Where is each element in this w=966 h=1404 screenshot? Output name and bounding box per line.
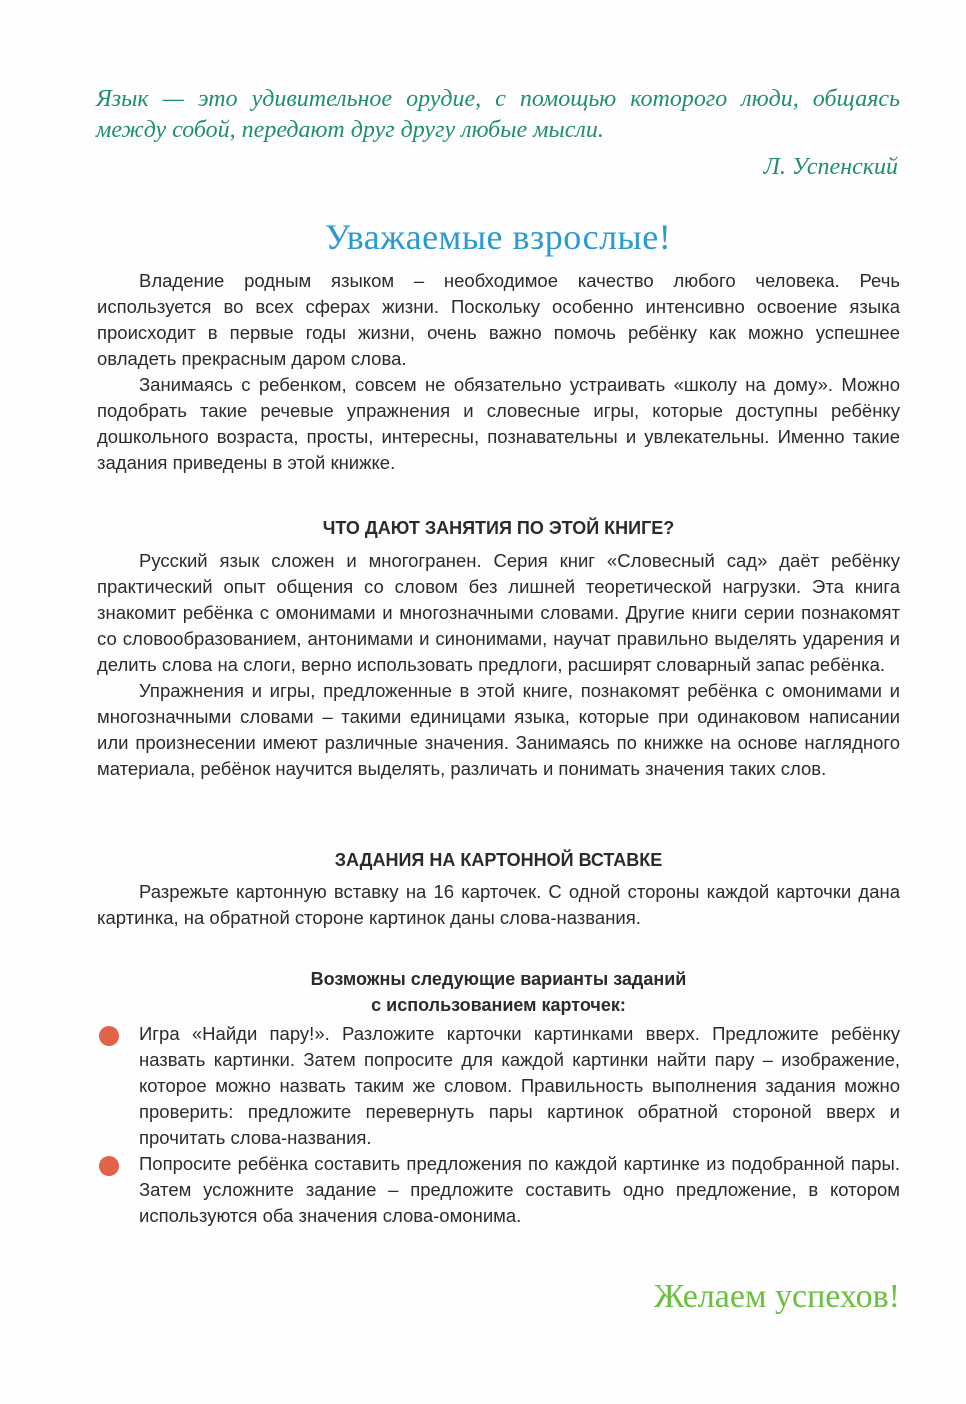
- list-item-text: Игра «Найди пару!». Разложите карточки картинками вверх. Предложите ребёнку назвать картинки. Затем попросите для каждой картинки найти пару – изображение, которое можно назвать таким же словом. Правильность выполнения задания можно проверить: предложите перевернуть пары картинок обратной стороной вверх и прочитать слова-названия.: [139, 1023, 900, 1148]
- intro-section: [97, 268, 900, 476]
- intro-paragraph-1: Владение родным языком – необходимое качество любого человека. Речь используется во всех сферах жизни. Поскольку особенно интенсивно освоение языка происходит в первые годы жизни, очень важно помочь ребёнку как можно успешнее овладеть прекрасным даром слова.: [97, 270, 900, 369]
- greeting-title: Уважаемые взрослые!: [324, 217, 672, 257]
- epigraph-quote: Язык — это удивительное орудие, с помощью которого люди, общаясь между собой, передают друг другу любые мысли.: [96, 86, 900, 143]
- section-heading-what-gives: ЧТО ДАЮТ ЗАНЯТИЯ ПО ЭТОЙ КНИГЕ?: [322, 518, 675, 538]
- section-cardboard-paragraph: Разрежьте картонную вставку на 16 карточек. С одной стороны каждой карточки дана картинка, на обратной стороне картинок даны слова-названия.: [97, 881, 900, 928]
- intro-paragraph-2: Занимаясь с ребенком, совсем не обязательно устраивать «школу на дому». Можно подобрать такие речевые упражнения и словесные игры, которые доступны ребёнку дошкольного возраста, просты, интересны, познавательны и увлекательны. Именно такие задания приведены в этой книжке.: [97, 374, 900, 473]
- section-what-gives-paragraph-2: Упражнения и игры, предложенные в этой книге, познакомят ребёнка с омонимами и многозначными словами – такими единицами языка, которые при одинаковом написании или произнесении имеют различные значения. Занимаясь по книжке на основе наглядного материала, ребёнок научится выделять, различать и понимать значения таких слов.: [97, 680, 900, 779]
- list-item: [97, 1151, 900, 1229]
- section-heading-task-variants: [97, 966, 900, 1018]
- section-what-gives: [97, 548, 900, 782]
- list-item: [97, 1021, 900, 1151]
- section-heading-cardboard-insert: ЗАДАНИЯ НА КАРТОННОЙ ВСТАВКЕ: [334, 850, 663, 870]
- task-variants-list: [97, 1021, 900, 1229]
- epigraph-author: Л. Успенский: [763, 154, 898, 180]
- task-variants-heading-line-1: Возможны следующие варианты заданий: [310, 969, 687, 989]
- list-item-text: Попросите ребёнка составить предложения по каждой картинке из подобранной пары. Затем усложните задание – предложите составить одно предложение, в котором используются оба значения слова-омонима.: [139, 1153, 900, 1226]
- closing-wish: Желаем успехов!: [653, 1278, 900, 1315]
- section-what-gives-paragraph-1: Русский язык сложен и многогранен. Серия книг «Словесный сад» даёт ребёнку практический опыт общения со словом без лишней теоретической нагрузки. Эта книга знакомит ребёнка с омонимами и многозначными словами. Другие книги серии познакомят со словообразованием, антонимами и синонимами, научат правильно выделять ударения и делить слова на слоги, верно использовать предлоги, расширят словарный запас ребёнка.: [97, 550, 900, 675]
- bullet-dot-icon: [99, 1026, 119, 1046]
- bullet-dot-icon: [99, 1156, 119, 1176]
- section-cardboard-insert: [97, 879, 900, 931]
- task-variants-heading-line-2: с использованием карточек:: [371, 995, 626, 1015]
